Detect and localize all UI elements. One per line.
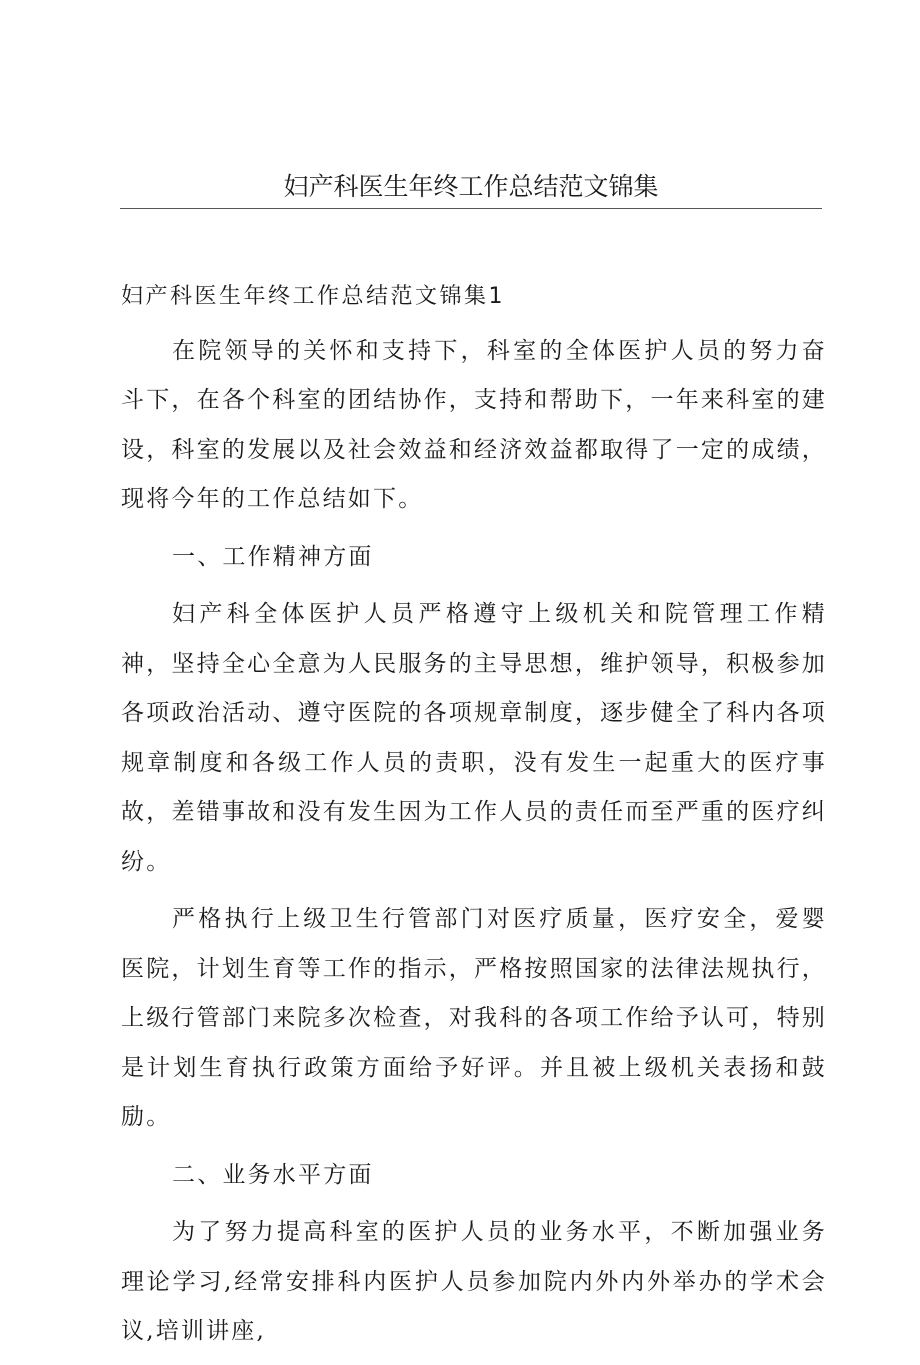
paragraph-work-spirit: 妇产科全体医护人员严格遵守上级机关和院管理工作精神，坚持全心全意为人民服务的主导思想，维护领导，积极参加各项政治活动、遵守医院的各项规章制度，逐步健全了科内各项规章制度和各级工作人员的责职，没有发生一起重大的医疗事故，差错事故和没有发生因为工作人员的责任而至严重的医疗纠纷。	[121, 601, 827, 875]
heading-business-level: 二、业务水平方面	[172, 1161, 374, 1188]
title-underline	[120, 208, 822, 209]
paragraph-business-level: 为了努力提高科室的医护人员的业务水平，不断加强业务理论学习,经常安排科内医护人员参加院内外内外举办的学术会议,培训讲座,	[121, 1219, 827, 1344]
paragraph-regulations: 严格执行上级卫生行管部门对医疗质量，医疗安全，爱婴医院，计划生育等工作的指示，严格按照国家的法律法规执行，上级行管部门来院多次检查，对我科的各项工作给予认可，特别是计划生育执行政策方面给予好评。并且被上级机关表扬和鼓励。	[121, 906, 827, 1130]
heading-work-spirit: 一、工作精神方面	[172, 543, 374, 570]
paragraph-intro: 在院领导的关怀和支持下，科室的全体医护人员的努力奋斗下，在各个科室的团结协作，支持和帮助下，一年来科室的建设，科室的发展以及社会效益和经济效益都取得了一定的成绩，现将今年的工作总结如下。	[121, 337, 827, 512]
section-subtitle: 妇产科医生年终工作总结范文锦集1	[121, 284, 505, 309]
document-title: 妇产科医生年终工作总结范文锦集	[283, 172, 659, 201]
document-body	[121, 272, 827, 1365]
